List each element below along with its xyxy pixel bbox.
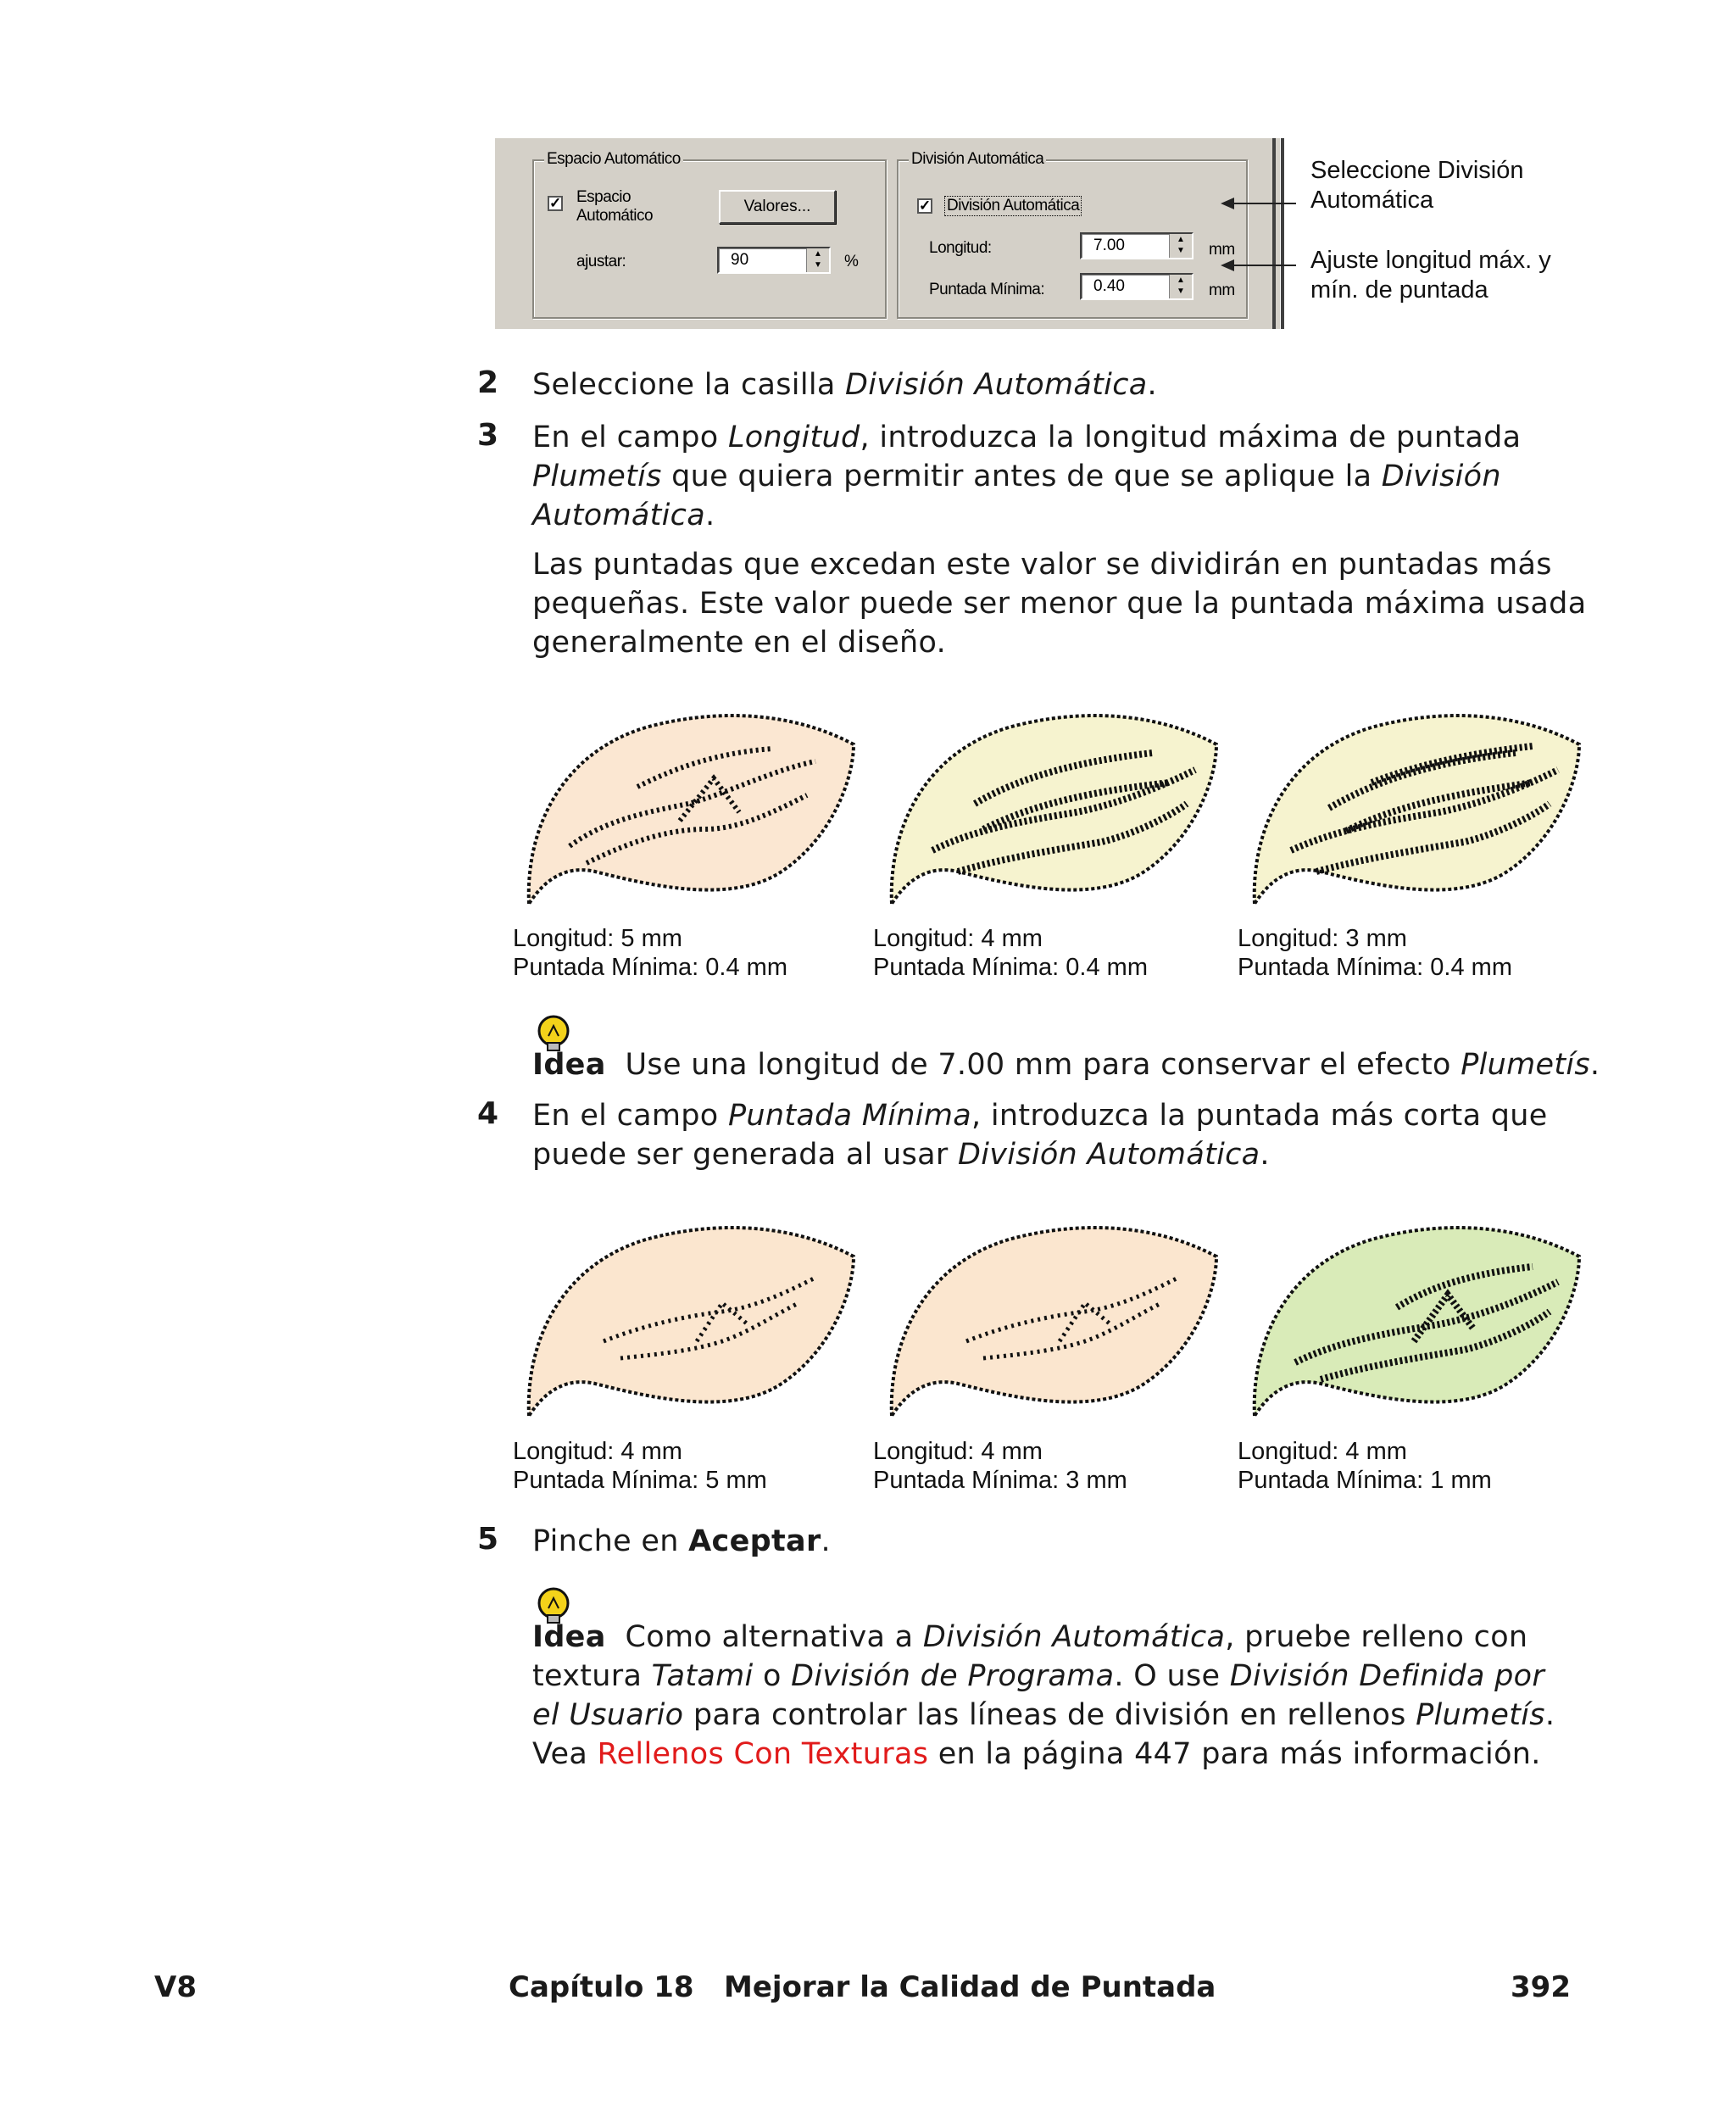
text: En el campo [532, 421, 728, 454]
length-value: 7.00 [1093, 237, 1125, 254]
min-stitch-unit: mm [1209, 281, 1235, 299]
figure-caption [873, 1437, 1127, 1495]
leaf-figure-length-5 [519, 702, 858, 914]
idea-1 [532, 1045, 1600, 1084]
emphasis: División de Programa [791, 1659, 1115, 1693]
emphasis: División Automática [845, 368, 1148, 402]
caption-length: Longitud: 4 mm [513, 1438, 682, 1465]
caption-length: Longitud: 4 mm [1238, 1438, 1407, 1465]
text: generalmente en el diseño. [532, 626, 947, 660]
length-spinbox[interactable] [1080, 232, 1194, 259]
caption-length: Longitud: 4 mm [873, 1438, 1043, 1465]
emphasis: Automática [532, 499, 705, 532]
min-stitch-label: Puntada Mínima: [929, 281, 1045, 298]
auto-spacing-label-line2: Automático [576, 207, 654, 225]
emphasis: División Automática [922, 1620, 1226, 1654]
idea-2 [532, 1618, 1555, 1774]
emphasis: Plumetís [532, 460, 662, 493]
auto-split-dialog-screenshot [490, 138, 1280, 329]
auto-spacing-group [532, 150, 887, 319]
emphasis: División Automática [957, 1138, 1260, 1172]
spin-arrows-icon[interactable]: ▲ ▼ [806, 248, 829, 272]
callout-line [1232, 203, 1296, 204]
caption-min-stitch: Puntada Mínima: 5 mm [513, 1467, 767, 1494]
callout-2-line2: mín. de puntada [1310, 276, 1488, 304]
callout-line [1232, 265, 1296, 266]
callout-2-line1: Ajuste longitud máx. y [1310, 247, 1551, 274]
step-3-note [532, 545, 1586, 662]
auto-spacing-label [576, 188, 653, 226]
step-4-text [532, 1096, 1548, 1174]
footer-page-number: 392 [1511, 1970, 1571, 2004]
auto-split-group-title: División Automática [909, 150, 1046, 169]
auto-spacing-label-line1: Espacio [576, 188, 632, 206]
text: para controlar las líneas de división en rellenos [683, 1698, 1416, 1732]
step-number: 5 [477, 1522, 499, 1557]
values-button[interactable]: Valores... [719, 190, 836, 224]
text: o [753, 1659, 792, 1693]
step-5-text [532, 1522, 831, 1561]
step-2-text [532, 365, 1157, 404]
step-3-text [532, 418, 1521, 535]
auto-spacing-group-title: Espacio Automático [544, 150, 683, 169]
textured-fills-link[interactable]: Rellenos Con Texturas [597, 1737, 929, 1771]
text: . [1260, 1138, 1270, 1172]
footer-version: V8 [154, 1970, 197, 2004]
text: , introduzca la puntada más corta que [971, 1099, 1548, 1133]
figure-caption [1238, 924, 1512, 982]
text: En el campo [532, 1099, 728, 1133]
caption-length: Longitud: 5 mm [513, 925, 682, 952]
step-number: 2 [477, 365, 499, 400]
caption-min-stitch: Puntada Mínima: 0.4 mm [513, 954, 787, 981]
emphasis: Plumetís [1461, 1048, 1590, 1082]
text: Seleccione la casilla [532, 368, 846, 402]
text: Pinche en [532, 1524, 689, 1558]
text: . O use [1114, 1659, 1230, 1693]
auto-spacing-checkbox[interactable]: ✓ [549, 195, 562, 211]
text: en la página 447 para más información. [928, 1737, 1541, 1771]
leaf-figure-length-3 [1244, 702, 1583, 914]
figure-caption [1238, 1437, 1492, 1495]
emphasis: Plumetís [1416, 1698, 1545, 1732]
adjust-unit: % [844, 253, 859, 270]
emphasis: Puntada Mínima [727, 1099, 971, 1133]
adjust-spinbox[interactable] [717, 247, 831, 274]
text: textura [532, 1659, 652, 1693]
leaf-figure-length-4 [882, 702, 1221, 914]
emphasis: División Definida por [1229, 1659, 1545, 1693]
min-stitch-spinbox[interactable] [1080, 273, 1194, 300]
text: . [821, 1524, 831, 1558]
emphasis: Longitud [727, 421, 860, 454]
callout-adjust-length [1310, 246, 1551, 305]
adjust-value: 90 [731, 251, 749, 269]
text: . [1544, 1698, 1555, 1732]
caption-min-stitch: Puntada Mínima: 3 mm [873, 1467, 1127, 1494]
text: Vea [532, 1737, 598, 1771]
caption-min-stitch: Puntada Mínima: 1 mm [1238, 1467, 1492, 1494]
min-stitch-value: 0.40 [1093, 277, 1125, 295]
text: Como alternativa a [625, 1620, 923, 1654]
length-label: Longitud: [929, 239, 992, 257]
caption-min-stitch: Puntada Mínima: 0.4 mm [873, 954, 1148, 981]
leaf-figure-min-5 [519, 1214, 858, 1426]
text: , pruebe relleno con [1225, 1620, 1528, 1654]
adjust-label: ajustar: [576, 253, 626, 270]
figure-caption [873, 924, 1148, 982]
step-number: 3 [477, 418, 499, 453]
auto-split-group [897, 150, 1248, 319]
idea-label: Idea [532, 1620, 606, 1654]
figure-caption [513, 1437, 767, 1495]
emphasis: Tatami [651, 1659, 754, 1693]
auto-split-checkbox-label[interactable]: División Automática [944, 196, 1082, 216]
caption-length: Longitud: 4 mm [873, 925, 1043, 952]
text: Las puntadas que excedan este valor se dividirán en puntadas más [532, 548, 1552, 582]
text: puede ser generada al usar [532, 1138, 958, 1172]
figure-caption [513, 924, 787, 982]
ok-button-reference: Aceptar [688, 1524, 821, 1558]
dialog-edge [1272, 138, 1276, 329]
step-number: 4 [477, 1096, 499, 1131]
length-unit: mm [1209, 241, 1235, 259]
spin-arrows-icon[interactable]: ▲ ▼ [1169, 275, 1192, 298]
caption-length: Longitud: 3 mm [1238, 925, 1407, 952]
text: . [704, 499, 715, 532]
callout-1-line1: Seleccione División [1310, 157, 1524, 184]
text: que quiera permitir antes de que se aplique la [661, 460, 1382, 493]
text: pequeñas. Este valor puede ser menor que la puntada máxima usada [532, 587, 1587, 621]
spin-arrows-icon[interactable]: ▲ ▼ [1169, 234, 1192, 258]
emphasis: División [1381, 460, 1501, 493]
callout-1-line2: Automática [1310, 187, 1434, 214]
text: Use una longitud de 7.00 mm para conservar el efecto [625, 1048, 1461, 1082]
emphasis: el Usuario [532, 1698, 684, 1732]
footer-chapter: Capítulo 18 Mejorar la Calidad de Puntada [509, 1970, 1216, 2004]
dialog-edge [1281, 138, 1284, 329]
auto-split-checkbox[interactable]: ✓ [919, 198, 932, 214]
callout-select-auto-split [1310, 156, 1523, 215]
leaf-figure-min-1 [1244, 1214, 1583, 1426]
text: , introduzca la longitud máxima de puntada [860, 421, 1522, 454]
text: . [1147, 368, 1157, 402]
caption-min-stitch: Puntada Mínima: 0.4 mm [1238, 954, 1512, 981]
idea-label: Idea [532, 1048, 606, 1082]
leaf-figure-min-3 [882, 1214, 1221, 1426]
text: . [1589, 1048, 1600, 1082]
